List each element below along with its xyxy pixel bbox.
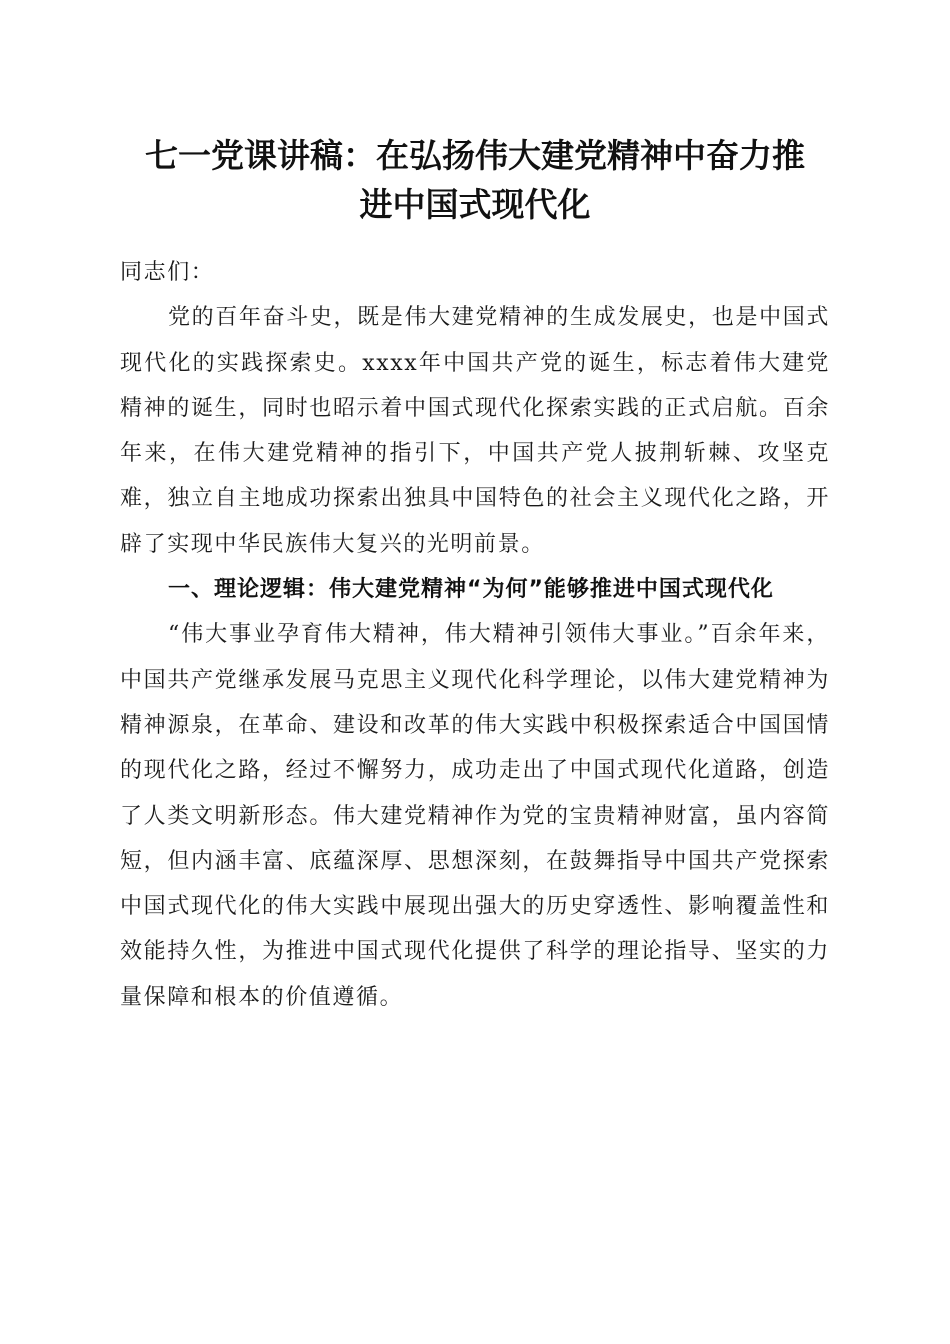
salutation: 同志们： — [120, 260, 215, 285]
title-line-2: 进中国式现代化 — [359, 185, 591, 224]
paragraph-intro: 党的百年奋斗史，既是伟大建党精神的生成发展史，也是中国式现代化的实践探索史。xxxx年中国共产党的诞生，标志着伟大建党精神的诞生，同时也昭示着中国式现代化探索实践的正式启航。百余年来，在伟大建党精神的指引下，中国共产党人披荆斩棘、攻坚克难，独立自主地成功探索出独具中国特色的社会主义现代化之路，开辟了实现中华民族伟大复兴的光明前景。 — [120, 305, 830, 557]
document-body — [120, 250, 830, 1020]
document-title — [118, 131, 832, 229]
paragraph-section-1: “伟大事业孕育伟大精神，伟大精神引领伟大事业。”百余年来，中国共产党继承发展马克思主义现代化科学理论，以伟大建党精神为精神源泉，在革命、建设和改革的伟大实践中积极探索适合中国国情的现代化之路，经过不懈努力，成功走出了中国式现代化道路，创造了人类文明新形态。伟大建党精神作为党的宝贵精神财富，虽内容简短，但内涵丰富、底蕴深厚、思想深刻，在鼓舞指导中国共产党探索中国式现代化的伟大实践中展现出强大的历史穿透性、影响覆盖性和效能持久性，为推进中国式现代化提供了科学的理论指导、坚实的力量保障和根本的价值遵循。 — [120, 622, 830, 1010]
title-line-1: 七一党课讲稿：在弘扬伟大建党精神中奋力推 — [145, 136, 805, 175]
section-heading-1: 一、理论逻辑：伟大建党精神“为何”能够推进中国式现代化 — [168, 577, 774, 603]
